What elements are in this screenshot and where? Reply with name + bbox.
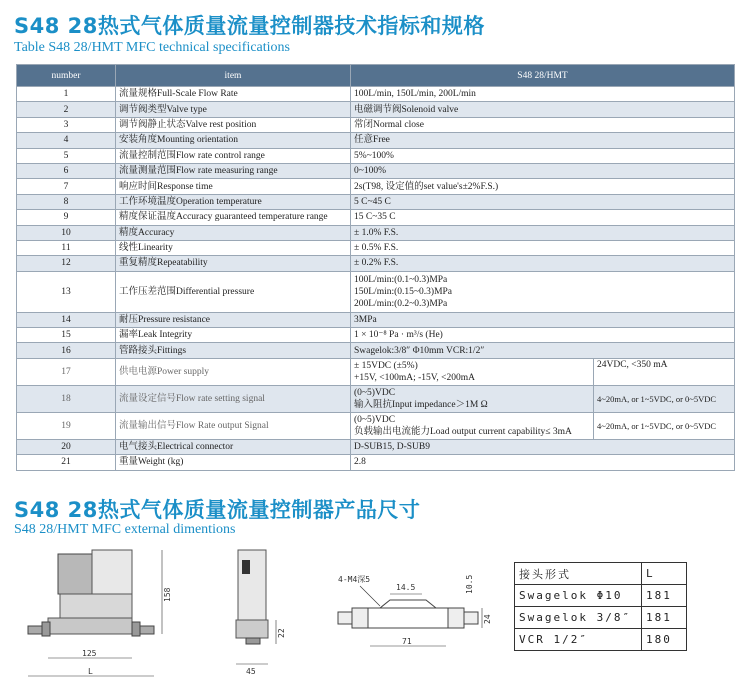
row-value-alt: 4~20mA, or 1~5VDC, or 0~5VDC xyxy=(594,412,735,439)
row-value: ± 1.0% F.S. xyxy=(351,225,735,240)
table-row xyxy=(515,585,687,607)
row-number: 13 xyxy=(17,271,116,312)
row-value: ± 0.5% F.S. xyxy=(351,240,735,255)
table-row xyxy=(17,225,735,240)
value-line: (0~5)VDC xyxy=(354,414,396,425)
table-row xyxy=(17,358,735,385)
row-number: 9 xyxy=(17,210,116,225)
row-value: 常闭Normal close xyxy=(351,117,735,132)
bottom-view-drawing xyxy=(330,560,500,670)
dimensions-table xyxy=(514,562,687,651)
row-item: 调节阀类型Valve type xyxy=(116,102,351,117)
table-row xyxy=(17,385,735,412)
row-item: 管路接头Fittings xyxy=(116,343,351,358)
row-value: ± 0.2% F.S. xyxy=(351,256,735,271)
value-line: 输入阻抗Input impedance＞1M Ω xyxy=(354,399,488,410)
row-number: 12 xyxy=(17,256,116,271)
table-row xyxy=(515,629,687,651)
spec-header-row xyxy=(17,65,735,87)
dim-4-m4: 4-M4深5 xyxy=(338,575,371,584)
row-item: 供电电源Power supply xyxy=(116,358,351,385)
table-row xyxy=(17,455,735,470)
row-value: Swagelok:3/8″ Φ10mm VCR:1/2″ xyxy=(351,343,735,358)
row-number: 3 xyxy=(17,117,116,132)
header-number: number xyxy=(17,65,116,87)
row-value xyxy=(351,358,594,385)
dims-type: Swagelok 3/8″ xyxy=(515,607,642,629)
table-row xyxy=(17,328,735,343)
dims-type: VCR 1/2″ xyxy=(515,629,642,651)
dims-L: 181 xyxy=(642,607,687,629)
table-row xyxy=(515,607,687,629)
row-value xyxy=(351,385,594,412)
value-line: +15V, <100mA; -15V, <200mA xyxy=(354,372,476,383)
table-row xyxy=(17,343,735,358)
dim-10-5: 10.5 xyxy=(465,574,474,594)
row-item: 重复精度Repeatability xyxy=(116,256,351,271)
row-number: 10 xyxy=(17,225,116,240)
value-line: (0~5)VDC xyxy=(354,387,396,398)
row-value: 1 × 10⁻⁸ Pa · m³/s (He) xyxy=(351,328,735,343)
table-row xyxy=(17,148,735,163)
row-number: 11 xyxy=(17,240,116,255)
dim-24: 24 xyxy=(483,614,492,624)
row-item: 工作压差范围Differential pressure xyxy=(116,271,351,312)
row-value: 5%~100% xyxy=(351,148,735,163)
table-row xyxy=(515,563,687,585)
row-number: 21 xyxy=(17,455,116,470)
row-item: 电气接头Electrical connector xyxy=(116,439,351,454)
row-number: 5 xyxy=(17,148,116,163)
table-row xyxy=(17,194,735,209)
row-item: 漏率Leak Integrity xyxy=(116,328,351,343)
row-item: 工作环境温度Operation temperature xyxy=(116,194,351,209)
value-line: 负载输出电流能力Load output current capability≤ 3mA xyxy=(354,426,572,437)
table-row xyxy=(17,179,735,194)
spec-title-cn: S48 28热式气体质量流量控制器技术指标和规格 xyxy=(14,14,485,38)
dims-L: 181 xyxy=(642,585,687,607)
table-row xyxy=(17,163,735,178)
side-view-drawing xyxy=(224,546,294,686)
row-item: 耐压Pressure resistance xyxy=(116,312,351,327)
row-value: 100L/min, 150L/min, 200L/min xyxy=(351,87,735,102)
dims-L: 180 xyxy=(642,629,687,651)
table-row xyxy=(17,210,735,225)
dim-45: 45 xyxy=(246,667,256,676)
row-value: 0~100% xyxy=(351,163,735,178)
value-line: ± 15VDC (±5%) xyxy=(354,360,418,371)
row-value: 任意Free xyxy=(351,133,735,148)
row-value: 5 C~45 C xyxy=(351,194,735,209)
dim-22: 22 xyxy=(277,628,286,638)
dim-158: 158 xyxy=(163,587,172,602)
dims-title-en: S48 28/HMT MFC external dimentions xyxy=(14,522,236,537)
table-row xyxy=(17,117,735,132)
row-number: 4 xyxy=(17,133,116,148)
row-item: 流量控制范围Flow rate control range xyxy=(116,148,351,163)
row-number: 2 xyxy=(17,102,116,117)
dims-header-L: L xyxy=(642,563,687,585)
row-value-alt: 24VDC, <350 mA xyxy=(594,358,735,385)
row-item: 流量规格Full-Scale Flow Rate xyxy=(116,87,351,102)
row-item: 线性Linearity xyxy=(116,240,351,255)
table-row xyxy=(17,133,735,148)
row-item: 精度Accuracy xyxy=(116,225,351,240)
row-value: 2.8 xyxy=(351,455,735,470)
dims-title-cn: S48 28热式气体质量流量控制器产品尺寸 xyxy=(14,498,421,522)
row-value xyxy=(351,271,735,312)
row-number: 17 xyxy=(17,358,116,385)
row-value-alt: 4~20mA, or 1~5VDC, or 0~5VDC xyxy=(594,385,735,412)
row-value: 2s(T98, 设定值的set value's±2%F.S.) xyxy=(351,179,735,194)
dims-type: Swagelok Φ10 xyxy=(515,585,642,607)
value-line: 200L/min:(0.2~0.3)MPa xyxy=(354,298,448,309)
table-row xyxy=(17,240,735,255)
row-number: 14 xyxy=(17,312,116,327)
value-line: 150L/min:(0.15~0.3)MPa xyxy=(354,286,453,297)
row-item: 响应时间Response time xyxy=(116,179,351,194)
header-item: item xyxy=(116,65,351,87)
row-number: 8 xyxy=(17,194,116,209)
row-item: 重量Weight (kg) xyxy=(116,455,351,470)
row-number: 20 xyxy=(17,439,116,454)
row-number: 1 xyxy=(17,87,116,102)
row-value: 电磁调节阀Solenoid valve xyxy=(351,102,735,117)
dim-125: 125 xyxy=(82,649,97,658)
row-number: 19 xyxy=(17,412,116,439)
row-number: 16 xyxy=(17,343,116,358)
dims-header-type: 接头形式 xyxy=(515,563,642,585)
row-value: 3MPa xyxy=(351,312,735,327)
row-item: 流量测量范围Flow rate measuring range xyxy=(116,163,351,178)
spec-table xyxy=(16,64,735,471)
dim-71: 71 xyxy=(402,637,412,646)
row-number: 15 xyxy=(17,328,116,343)
table-row xyxy=(17,312,735,327)
row-item: 调节阀静止状态Valve rest position xyxy=(116,117,351,132)
row-value xyxy=(351,412,594,439)
row-item: 精度保证温度Accuracy guaranteed temperature range xyxy=(116,210,351,225)
table-row xyxy=(17,256,735,271)
table-row xyxy=(17,412,735,439)
front-view-drawing xyxy=(20,546,180,686)
row-value: 15 C~35 C xyxy=(351,210,735,225)
table-row xyxy=(17,439,735,454)
spec-title-en: Table S48 28/HMT MFC technical specifications xyxy=(14,40,290,55)
dim-14-5: 14.5 xyxy=(396,583,416,592)
row-item: 安装角度Mounting orientation xyxy=(116,133,351,148)
row-number: 6 xyxy=(17,163,116,178)
table-row xyxy=(17,102,735,117)
row-value: D-SUB15, D-SUB9 xyxy=(351,439,735,454)
row-item: 流量输出信号Flow Rate output Signal xyxy=(116,412,351,439)
value-line: 100L/min:(0.1~0.3)MPa xyxy=(354,274,448,285)
table-row xyxy=(17,271,735,312)
header-model: S48 28/HMT xyxy=(351,65,735,87)
row-number: 18 xyxy=(17,385,116,412)
row-item: 流量设定信号Flow rate setting signal xyxy=(116,385,351,412)
row-number: 7 xyxy=(17,179,116,194)
dim-L: L xyxy=(88,667,93,676)
table-row xyxy=(17,87,735,102)
